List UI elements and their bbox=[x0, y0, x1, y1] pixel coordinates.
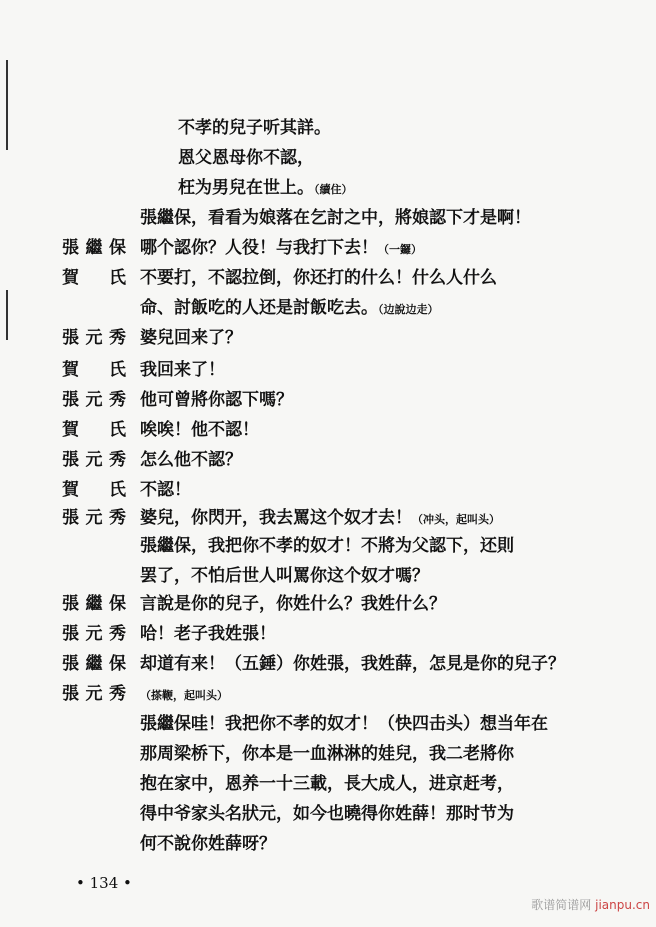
scan-edge-mark bbox=[6, 60, 8, 150]
dialogue-line bbox=[140, 420, 259, 440]
speaker-name: 張繼保 bbox=[62, 654, 126, 674]
stage-direction: （边說边走） bbox=[378, 303, 439, 316]
line-text: 唉唉！他不認！ bbox=[140, 420, 259, 440]
dialogue-line bbox=[140, 714, 548, 734]
stage-direction: （續住） bbox=[314, 183, 353, 196]
dialogue-line bbox=[140, 328, 242, 348]
dialogue-line bbox=[140, 480, 191, 500]
line-text: 抱在家中，恩养一十三載，長大成人，进京赶考， bbox=[140, 774, 514, 794]
speaker-name: 張元秀 bbox=[62, 328, 126, 348]
dialogue-line bbox=[140, 390, 293, 410]
line-text: 婆兒回来了？ bbox=[140, 328, 242, 348]
line-text: 不要打，不認拉倒，你还打的什么！什么人什么 bbox=[140, 268, 497, 288]
dialogue-line bbox=[140, 804, 514, 824]
dialogue-line bbox=[140, 238, 422, 260]
line-text: 哪个認你？人役！与我打下去！ bbox=[140, 238, 378, 258]
dialogue-line bbox=[140, 450, 242, 470]
dialogue-line bbox=[140, 298, 439, 320]
dialogue-line bbox=[140, 268, 497, 288]
dialogue-line bbox=[140, 208, 531, 228]
speaker-name: 賀 氏 bbox=[62, 480, 126, 500]
line-text: 那周梁桥下，你本是一血淋淋的娃兒，我二老將你 bbox=[140, 744, 514, 764]
line-text: 命、討飯吃的人还是討飯吃去。 bbox=[140, 298, 378, 318]
dialogue-line bbox=[140, 508, 500, 530]
line-text: 不認！ bbox=[140, 480, 191, 500]
dialogue-line bbox=[140, 684, 228, 706]
stage-direction: （冲头，起叫头） bbox=[412, 513, 500, 526]
line-text: 何不說你姓薛呀？ bbox=[140, 834, 276, 854]
dialogue-line bbox=[140, 834, 276, 854]
speaker-name: 賀 氏 bbox=[62, 420, 126, 440]
speaker-name: 張元秀 bbox=[62, 624, 126, 644]
line-text: 枉为男兒在世上。 bbox=[178, 178, 314, 198]
speaker-name: 張元秀 bbox=[62, 450, 126, 470]
stage-direction: （一鑼） bbox=[378, 243, 422, 256]
watermark-cn: 歌谱简谱网 bbox=[531, 898, 592, 912]
speaker-name: 賀 氏 bbox=[62, 268, 126, 288]
line-text: 怎么他不認？ bbox=[140, 450, 242, 470]
dialogue-line bbox=[140, 566, 429, 586]
dialogue-line bbox=[140, 654, 565, 674]
line-text: 張繼保，我把你不孝的奴才！不將为父認下，还則 bbox=[140, 536, 514, 556]
speaker-name: 張繼保 bbox=[62, 594, 126, 614]
speaker-name: 張元秀 bbox=[62, 390, 126, 410]
scan-edge-mark bbox=[6, 290, 8, 340]
stage-direction: （搽鞭，起叫头） bbox=[140, 689, 228, 702]
line-text: 他可曾將你認下嗎？ bbox=[140, 390, 293, 410]
line-text: 張繼保，看看为娘落在乞討之中，將娘認下才是啊！ bbox=[140, 208, 531, 228]
dialogue-line bbox=[178, 178, 353, 200]
line-text: 恩父恩母你不認， bbox=[178, 148, 314, 168]
line-text: 哈！老子我姓張！ bbox=[140, 624, 276, 644]
dialogue-line bbox=[178, 148, 314, 168]
dialogue-line bbox=[140, 624, 276, 644]
line-text: 得中爷家头名狀元，如今也曉得你姓薛！那时节为 bbox=[140, 804, 514, 824]
dialogue-line bbox=[140, 536, 514, 556]
dialogue-line bbox=[140, 774, 514, 794]
dialogue-line bbox=[140, 360, 225, 380]
dialogue-line bbox=[178, 118, 331, 138]
watermark bbox=[531, 896, 650, 913]
line-text: 罢了，不怕后世人叫罵你这个奴才嗎？ bbox=[140, 566, 429, 586]
speaker-name: 賀 氏 bbox=[62, 360, 126, 380]
line-text: 婆兒，你閃开，我去罵这个奴才去！ bbox=[140, 508, 412, 528]
speaker-name: 張元秀 bbox=[62, 684, 126, 704]
dialogue-line bbox=[140, 744, 514, 764]
dialogue-line bbox=[140, 594, 446, 614]
watermark-en: jianpu.cn bbox=[595, 898, 650, 912]
line-text: 不孝的兒子听其詳。 bbox=[178, 118, 331, 138]
line-text: 言說是你的兒子，你姓什么？我姓什么？ bbox=[140, 594, 446, 614]
line-text: 我回来了！ bbox=[140, 360, 225, 380]
speaker-name: 張元秀 bbox=[62, 508, 126, 528]
line-text: 張繼保哇！我把你不孝的奴才！（快四击头）想当年在 bbox=[140, 714, 548, 734]
page-number: • 134 • bbox=[76, 874, 132, 892]
line-text: 却道有来！（五錘）你姓張，我姓薛，怎見是你的兒子？ bbox=[140, 654, 565, 674]
speaker-name: 張繼保 bbox=[62, 238, 126, 258]
